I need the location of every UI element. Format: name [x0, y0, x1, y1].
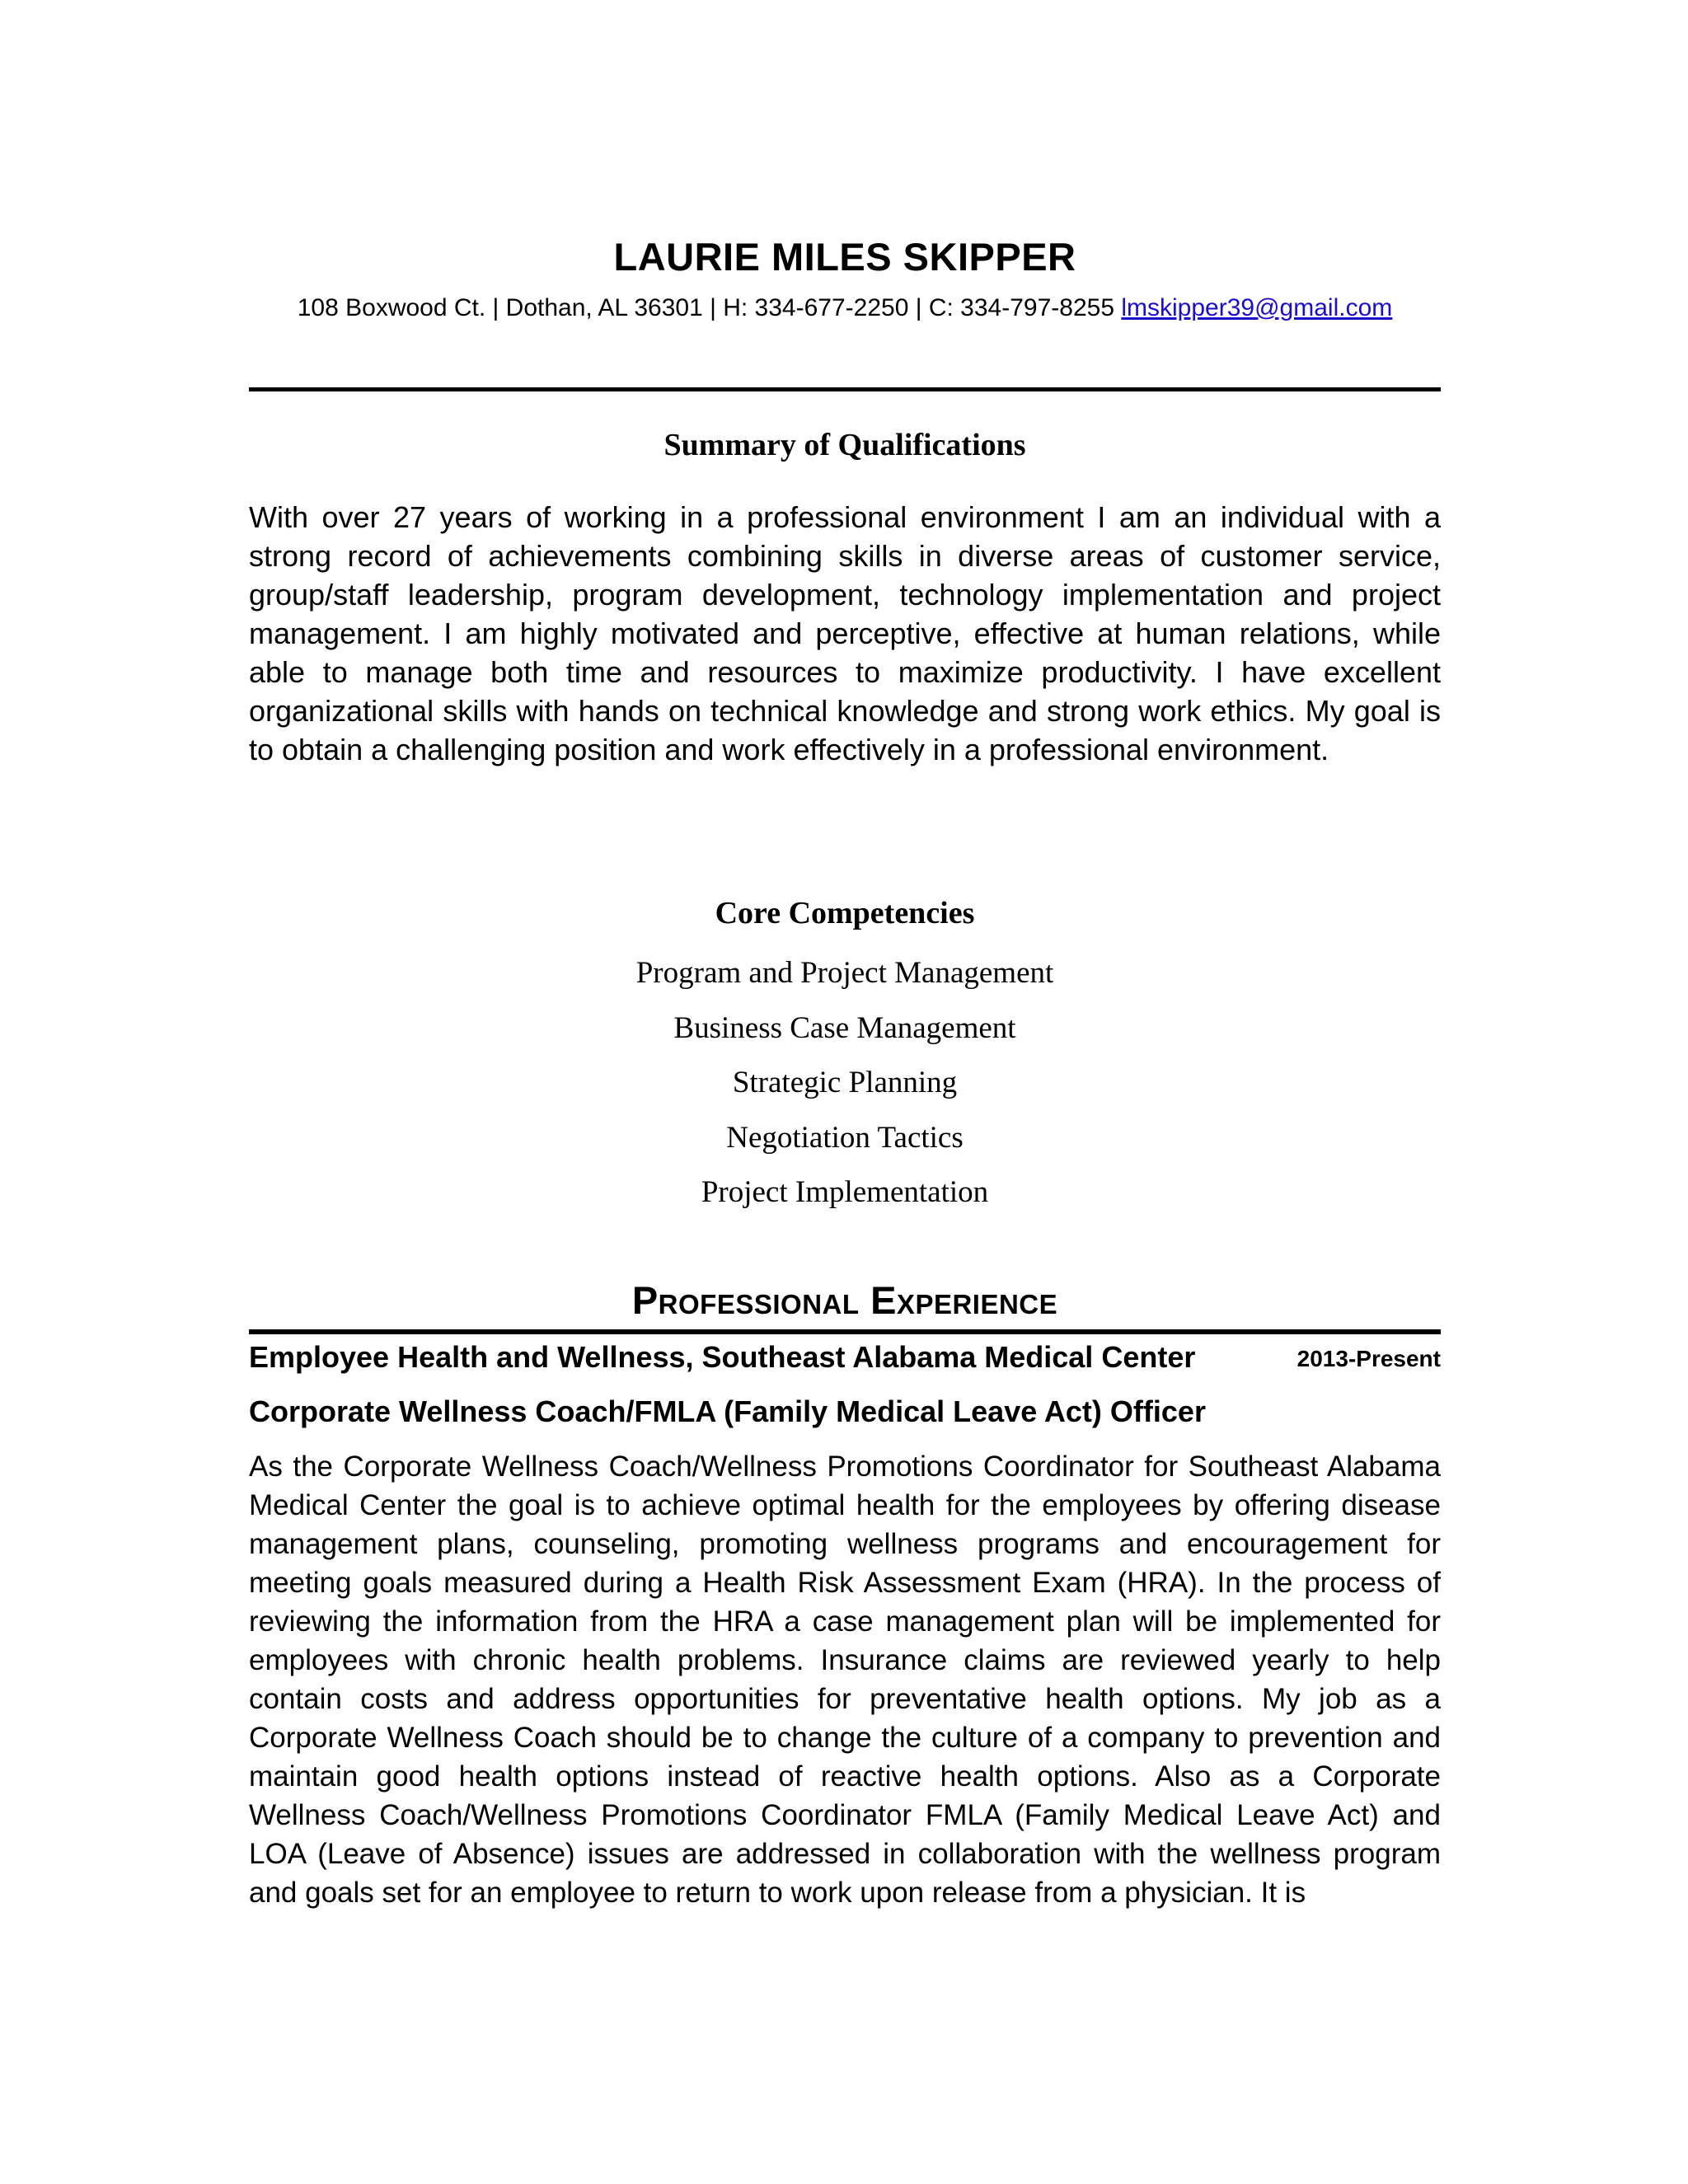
header-divider — [249, 387, 1441, 391]
contact-line — [249, 292, 1441, 325]
competencies-heading: Core Competencies — [715, 896, 975, 930]
summary-heading: Summary of Qualifications — [663, 428, 1026, 462]
competency-item: Strategic Planning — [732, 1066, 958, 1099]
job-description: As the Corporate Wellness Coach/Wellness Promotions Coordinator for Southeast Alabama Medical Center the goal is to achieve optimal health for the employees by offering disease management plans, counseling, promoting wellness programs and encouragement for meeting goals measured during a Health Risk Assessment Exam (HRA). In the process of reviewing the information from the HRA a case management plan will be implemented for employees with chronic health problems. Insurance claims are reviewed yearly to help contain costs and address opportunities for preventative health options. My job as a Corporate Wellness Coach should be to change the culture of a company to prevention and maintain good health options instead of reactive health options. Also as a Corporate Wellness Coach/Wellness Promotions Coordinator FMLA (Family Medical Leave Act) and LOA (Leave of Absence) issues are addressed in collaboration with the wellness program and goals set for an employee to return to work upon release from a physician. It is — [249, 1451, 1441, 1909]
job-header — [249, 1337, 1441, 1378]
applicant-name: LAURIE MILES SKIPPER — [613, 235, 1076, 279]
employer-name: Employee Health and Wellness, Southeast Alabama Medical Center — [249, 1340, 1196, 1374]
competencies-list — [249, 946, 1441, 1221]
summary-text: With over 27 years of working in a professional environment I am an individual with a strong record of achievements combining skills in diverse areas of customer service, group/staff leadership, program development, technology implementation and project management. I am highly motivated and perceptive, effective at human relations, while able to manage both time and resources to maximize productivity. I have excellent organizational skills with hands on technical knowledge and strong work ethics. My goal is to obtain a challenging position and work effectively in a professional environment. — [249, 500, 1441, 766]
competency-item: Negotiation Tactics — [726, 1120, 964, 1155]
job-dates: 2013-Present — [1296, 1346, 1441, 1371]
email-link[interactable]: lmskipper39@gmail.com — [1121, 294, 1393, 321]
contact-details: 108 Boxwood Ct. | Dothan, AL 36301 | H: 334-677-2250 | C: 334-797-8255 — [297, 294, 1115, 321]
competency-item: Program and Project Management — [635, 956, 1054, 990]
experience-heading: Professional Experience — [631, 1278, 1058, 1322]
job-title: Corporate Wellness Coach/FMLA (Family Medical Leave Act) Officer — [249, 1394, 1206, 1428]
competency-item: Project Implementation — [701, 1175, 989, 1209]
experience-divider — [249, 1329, 1441, 1334]
resume-page — [249, 0, 1441, 2184]
competency-item: Business Case Management — [673, 1010, 1016, 1045]
